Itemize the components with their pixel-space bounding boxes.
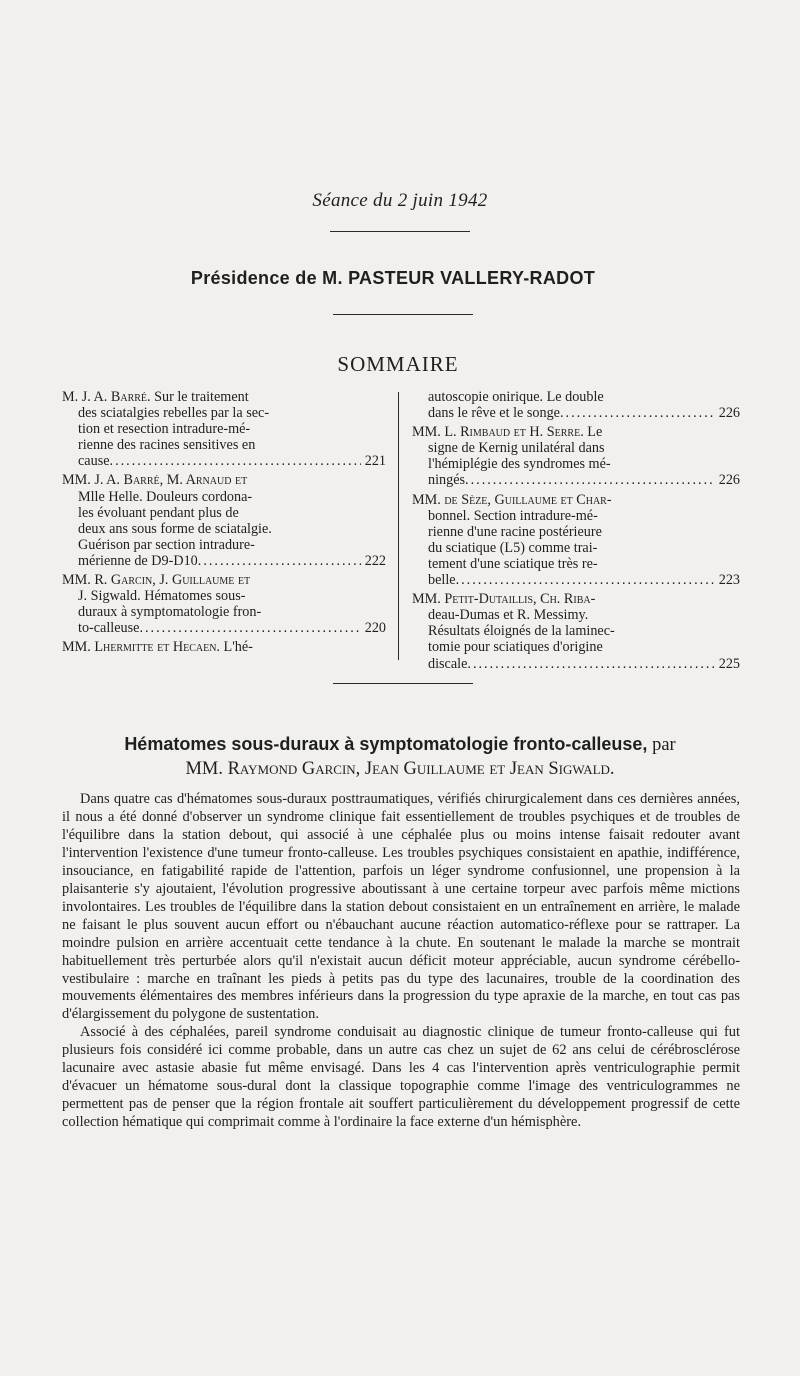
toc-line: discale: [428, 655, 468, 672]
sommaire-left-column: [62, 389, 386, 659]
toc-line: du sciatique (L5) comme trai-: [428, 539, 598, 556]
toc-page-number: 223: [718, 572, 740, 589]
toc-line: tion et resection intradure-mé-: [78, 421, 251, 438]
toc-line: Guérison par section intradure-: [78, 536, 255, 553]
toc-entry: [412, 492, 740, 589]
article-heading: [0, 732, 800, 781]
toc-line: autoscopie onirique. Le double: [428, 389, 604, 405]
toc-entry: [412, 389, 740, 421]
toc-line: cause: [78, 453, 110, 470]
toc-page-number: 221: [364, 453, 386, 470]
toc-line: bonnel. Section intradure-mé-: [428, 507, 598, 524]
toc-line: rienne des racines sensitives en: [78, 437, 256, 454]
toc-line: signe de Kernig unilatéral dans: [428, 440, 605, 457]
toc-entry: [62, 572, 386, 636]
toc-line: J. Sigwald. Hématomes sous-: [78, 588, 246, 605]
toc-page-number: 226: [718, 405, 740, 422]
toc-authors: MM. L. Rimbaud et H. Serre.: [412, 424, 584, 441]
toc-line: Le: [583, 424, 603, 441]
toc-line: deux ans sous forme de sciatalgie.: [78, 520, 272, 537]
presidence-rule: [333, 314, 473, 315]
sommaire-rule: [333, 683, 473, 684]
toc-authors: M. J. A. Barré.: [62, 389, 151, 405]
sommaire-right-column: [412, 389, 740, 675]
column-divider: [398, 392, 399, 660]
toc-authors: MM. Lhermitte et Hecaen.: [62, 639, 220, 656]
toc-authors: MM. de Sèze, Guillaume et Char-: [412, 491, 612, 508]
toc-authors: MM. Petit-Dutaillis, Ch. Riba-: [412, 591, 596, 608]
article-body: [62, 791, 740, 1132]
toc-entry: [412, 424, 740, 488]
toc-line: tement d'une sciatique très re-: [428, 555, 598, 572]
toc-line: dans le rêve et le songe: [428, 405, 560, 422]
presidence-heading: Présidence de M. PASTEUR VALLERY-RADOT: [190, 268, 596, 288]
toc-line: to-calleuse: [78, 620, 140, 637]
toc-line: Sur le traitement: [150, 389, 249, 405]
toc-line: Mlle Helle. Douleurs cordona-: [78, 488, 253, 505]
article-authors: MM. Raymond Garcin, Jean Guillaume et Jean Sigwald.: [185, 759, 615, 779]
toc-page-number: 222: [364, 552, 386, 569]
toc-entry: [62, 639, 386, 655]
toc-line: les évoluant pendant plus de: [78, 504, 239, 521]
toc-line: L'hé-: [219, 639, 253, 656]
toc-page-number: 226: [718, 472, 740, 489]
article-title-main: Hématomes sous-duraux à symptomatologie fronto-calleuse,: [124, 734, 648, 754]
toc-authors: MM. J. A. Barré, M. Arnaud et: [62, 472, 248, 489]
toc-line: l'hémiplégie des syndromes mé-: [428, 456, 611, 473]
toc-line: tomie pour sciatiques d'origine: [428, 639, 603, 656]
article-title-par: par: [647, 735, 676, 755]
top-rule: [330, 231, 470, 232]
toc-line: deau-Dumas et R. Messimy.: [428, 607, 589, 624]
toc-authors: MM. R. Garcin, J. Guillaume et: [62, 572, 251, 589]
seance-heading: Séance du 2 juin 1942: [312, 190, 488, 211]
article-paragraph: Associé à des céphalées, pareil syndrome conduisait au diagnostic clinique de tumeur fronto-calleuse qui fut plusieurs fois considéré ici comme probable, dans un autre cas chez un sujet de 62 ans celui de cérébrosclérose lacunaire avec astasie abasie fut même envisagé. Dans les 4 cas l'intervention après ventriculographie permit d'évacuer un hématome sous-dural dont la classique topographie comme l'image des ventriculogrammes ne permettent pas de penser que la région frontale ait souffert particulièrement du développement progressif de cette collection hématique qui comprimait comme à l'ordinaire la face externe d'un hémisphère.: [62, 1024, 740, 1131]
toc-line: ningés: [428, 472, 466, 489]
toc-line: duraux à symptomatologie fron-: [78, 604, 262, 621]
toc-line: rienne d'une racine postérieure: [428, 523, 602, 540]
toc-page-number: 220: [364, 620, 386, 637]
article-paragraph: Dans quatre cas d'hématomes sous-duraux posttraumatiques, vérifiés chirurgicalement dans ces dernières années, il nous a été donné d'observer un syndrome clinique fait essentiellement de troubles psychiques et de troubles de l'équilibre dans la station debout, qui associé à une céphalée plus ou moins intense faisait redouter avant l'intervention l'existence d'une tumeur fronto-calleuse. Les troubles psychiques consistaient en apathie, indifférence, insouciance, en fatigabilité rapide de l'attention, parfois un léger syndrome confusionnel, une propension à la plaisanterie s'y ajoutaient, l'évolution progressive aboutissant à une certaine torpeur avec parfois même mictions involontaires. Les troubles de l'équilibre dans la station debout consistaient en un entraînement en arrière, le malade ne faisant le plus souvent aucun effort ou n'ébauchant aucune réaction automatico-réflexe pour se rattraper. La moindre pulsion en arrière accentuait cette tendance à la chute. En soutenant le malade la marche se montrait habituellement très perturbée alors qu'il n'existait aucun déficit moteur appréciable, aucun syndrome cérébello-vestibulaire : marche en traînant les pieds à petits pas du type des lacunaires, trouble de la coordination des mouvements élémentaires des membres inférieurs dans la progression du type apraxie de la marche, en tout cas pas d'élargissement du polygone de sustentation.: [62, 791, 740, 1023]
toc-page-number: 225: [718, 655, 740, 672]
toc-line: mérienne de D9-D10: [78, 552, 198, 569]
toc-entry: [412, 591, 740, 671]
toc-entry: [62, 472, 386, 569]
toc-line: des sciatalgies rebelles par la sec-: [78, 405, 270, 422]
toc-line: Résultats éloignés de la laminec-: [428, 623, 615, 640]
article-title: [0, 732, 800, 757]
toc-line: belle: [428, 572, 456, 589]
sommaire-title: SOMMAIRE: [337, 352, 459, 376]
toc-entry: [62, 389, 386, 469]
